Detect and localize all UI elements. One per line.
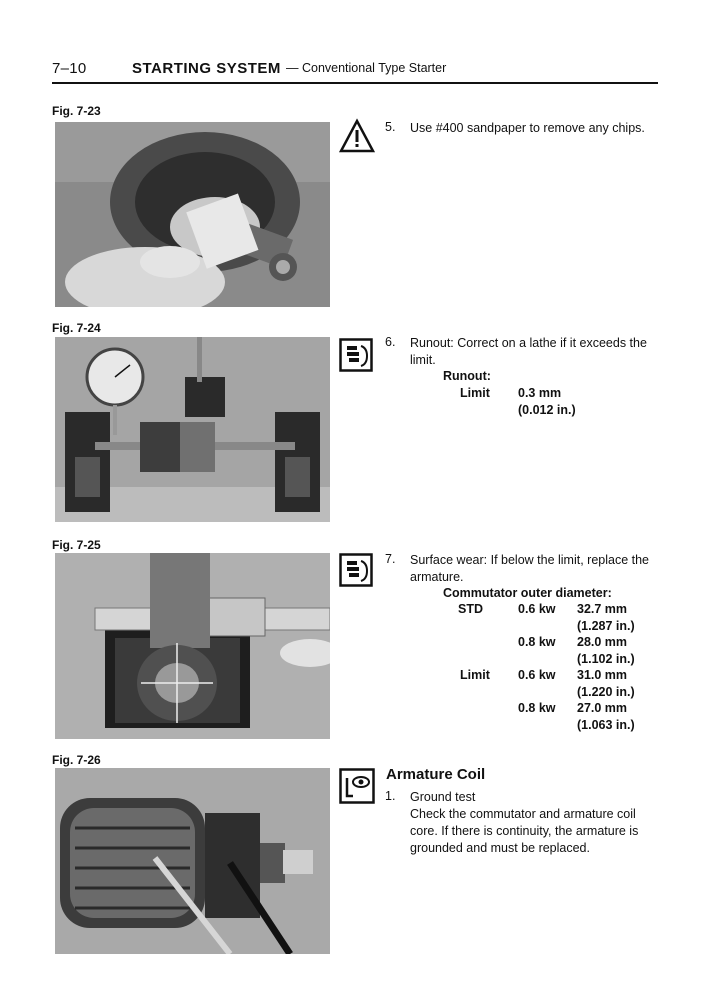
spec-kw: 0.6 kw — [518, 602, 556, 616]
step-text: grounded and must be replaced. — [410, 841, 590, 855]
step-text: Check the commutator and armature coil — [410, 807, 636, 821]
spec-title: Commutator outer diameter: — [443, 586, 612, 600]
spec-value: (1.102 in.) — [577, 652, 635, 666]
section-title: STARTING SYSTEM — [132, 60, 281, 77]
caution-triangle-icon — [339, 118, 375, 154]
spec-value: 32.7 mm — [577, 602, 628, 616]
spec-value: (1.220 in.) — [577, 685, 635, 699]
step-text: armature. — [410, 570, 464, 584]
spec-value: (1.287 in.) — [577, 619, 635, 633]
inspect-eye-icon — [339, 768, 375, 804]
figure-photo-sanding — [55, 122, 330, 307]
step-number: 7. — [385, 552, 396, 566]
spec-value: (0.012 in.) — [518, 403, 576, 417]
measure-hand-icon — [339, 338, 373, 372]
fig-label: Fig. 7-24 — [52, 321, 101, 335]
fig-label: Fig. 7-26 — [52, 753, 101, 767]
step-text: limit. — [410, 353, 436, 367]
page-number: 7–10 — [52, 60, 87, 77]
spec-label: STD — [458, 602, 483, 616]
spec-value: 31.0 mm — [577, 668, 628, 682]
figure-photo-caliper — [55, 553, 330, 739]
step-title: Ground test — [410, 790, 476, 804]
section-heading: Armature Coil — [386, 766, 486, 783]
step-number: 1. — [385, 789, 396, 803]
spec-kw: 0.8 kw — [518, 635, 556, 649]
section-subtitle: — Conventional Type Starter — [286, 61, 447, 75]
spec-label: Limit — [460, 668, 490, 682]
spec-value: 28.0 mm — [577, 635, 628, 649]
spec-title: Runout: — [443, 369, 491, 383]
spec-kw: 0.8 kw — [518, 701, 556, 715]
measure-hand-icon — [339, 553, 373, 587]
spec-value: (1.063 in.) — [577, 718, 635, 732]
step-text: Use #400 sandpaper to remove any chips. — [410, 121, 645, 135]
fig-label: Fig. 7-23 — [52, 104, 101, 118]
page-header — [52, 60, 658, 84]
spec-value: 27.0 mm — [577, 701, 628, 715]
spec-value: 0.3 mm — [518, 386, 562, 400]
step-text: Surface wear: If below the limit, replace the — [410, 553, 650, 567]
spec-label: Limit — [460, 386, 490, 400]
fig-label: Fig. 7-25 — [52, 538, 101, 552]
step-text: core. If there is continuity, the armature is — [410, 824, 639, 838]
step-number: 6. — [385, 335, 396, 349]
step-text: Runout: Correct on a lathe if it exceeds the — [410, 336, 647, 350]
step-number: 5. — [385, 120, 396, 134]
figure-photo-ground-test — [55, 768, 330, 954]
spec-kw: 0.6 kw — [518, 668, 556, 682]
figure-photo-runout — [55, 337, 330, 522]
